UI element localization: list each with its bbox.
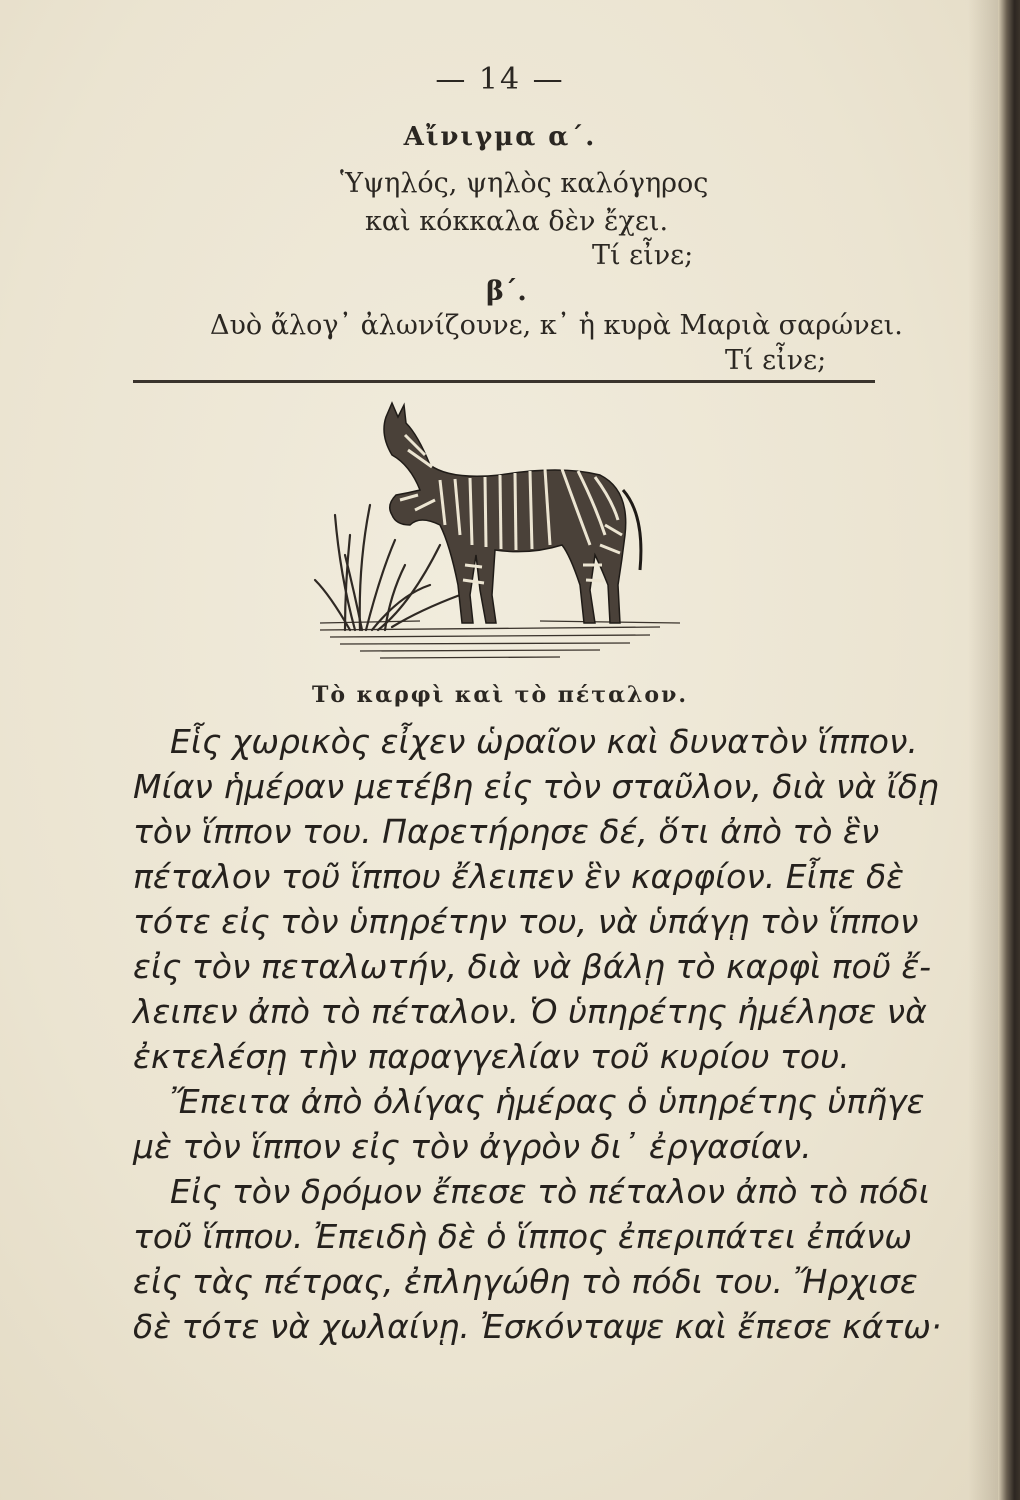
story-line-12: τοῦ ἵππου. Ἐπειδὴ δὲ ὁ ἵππος ἐπεριπάτει ἐπάνω [133, 1217, 913, 1256]
riddle-b-line-2: Τί εἶνε; [725, 345, 827, 376]
story-line-10: μὲ τὸν ἵππον εἰς τὸν ἀγρὸν δι᾽ ἐργασίαν. [133, 1127, 812, 1166]
riddle-a-line-1: Ὑψηλός, ψηλὸς καλόγηρος [340, 168, 709, 199]
story-line-1: Εἷς χωρικὸς εἶχεν ὡραῖον καὶ δυνατὸν ἵππον. [170, 722, 918, 761]
story-line-9: Ἔπειτα ἀπὸ ὀλίγας ἡμέρας ὁ ὑπηρέτης ὑπῆγε [170, 1082, 925, 1121]
story-line-8: ἐκτελέσῃ τὴν παραγγελίαν τοῦ κυρίου του. [133, 1037, 850, 1076]
riddle-title: Αἴνιγμα α΄. [403, 122, 597, 152]
story-line-14: δὲ τότε νὰ χωλαίνῃ. Ἐσκόνταψε καὶ ἔπεσε κάτω· [133, 1307, 942, 1346]
story-line-4: πέταλον τοῦ ἵππου ἔλειπεν ἓν καρφίον. Εἶπε δὲ [133, 857, 904, 896]
story-line-3: τὸν ἵππον του. Παρετήρησε δέ, ὅτι ἀπὸ τὸ ἓν [133, 812, 880, 851]
book-binding-edge [998, 0, 1020, 1500]
zebra-illustration [300, 395, 700, 675]
story-line-2: Μίαν ἡμέραν μετέβη εἰς τὸν σταῦλον, διὰ νὰ ἴδῃ [133, 767, 939, 806]
binding-shadow [968, 0, 998, 1500]
story-line-5: τότε εἰς τὸν ὑπηρέτην του, νὰ ὑπάγῃ τὸν ἵππον [133, 902, 919, 941]
section-divider [133, 380, 875, 383]
story-line-6: εἰς τὸν πεταλωτήν, διὰ νὰ βάλῃ τὸ καρφὶ ποῦ ἔ- [133, 947, 932, 986]
riddle-b-label: β΄. [486, 276, 527, 307]
riddle-a-line-3: Τί εἶνε; [592, 240, 694, 271]
story-line-7: λειπεν ἀπὸ τὸ πέταλον. Ὁ ὑπηρέτης ἠμέλησε νὰ [133, 992, 927, 1031]
story-title: Τὸ καρφὶ καὶ τὸ πέταλον. [311, 682, 689, 708]
page-number: — 14 — [435, 62, 565, 97]
story-line-13: εἰς τὰς πέτρας, ἐπληγώθη τὸ πόδι του. Ἤρχισε [133, 1262, 918, 1301]
story-line-11: Εἰς τὸν δρόμον ἔπεσε τὸ πέταλον ἀπὸ τὸ πόδι [170, 1172, 930, 1211]
riddle-b-line-1: Δυὸ ἄλογ᾽ ἀλωνίζουνε, κ᾽ ἡ κυρὰ Μαριὰ σαρώνει. [210, 310, 903, 341]
riddle-a-line-2: καὶ κόκκαλα δὲν ἔχει. [365, 206, 669, 237]
